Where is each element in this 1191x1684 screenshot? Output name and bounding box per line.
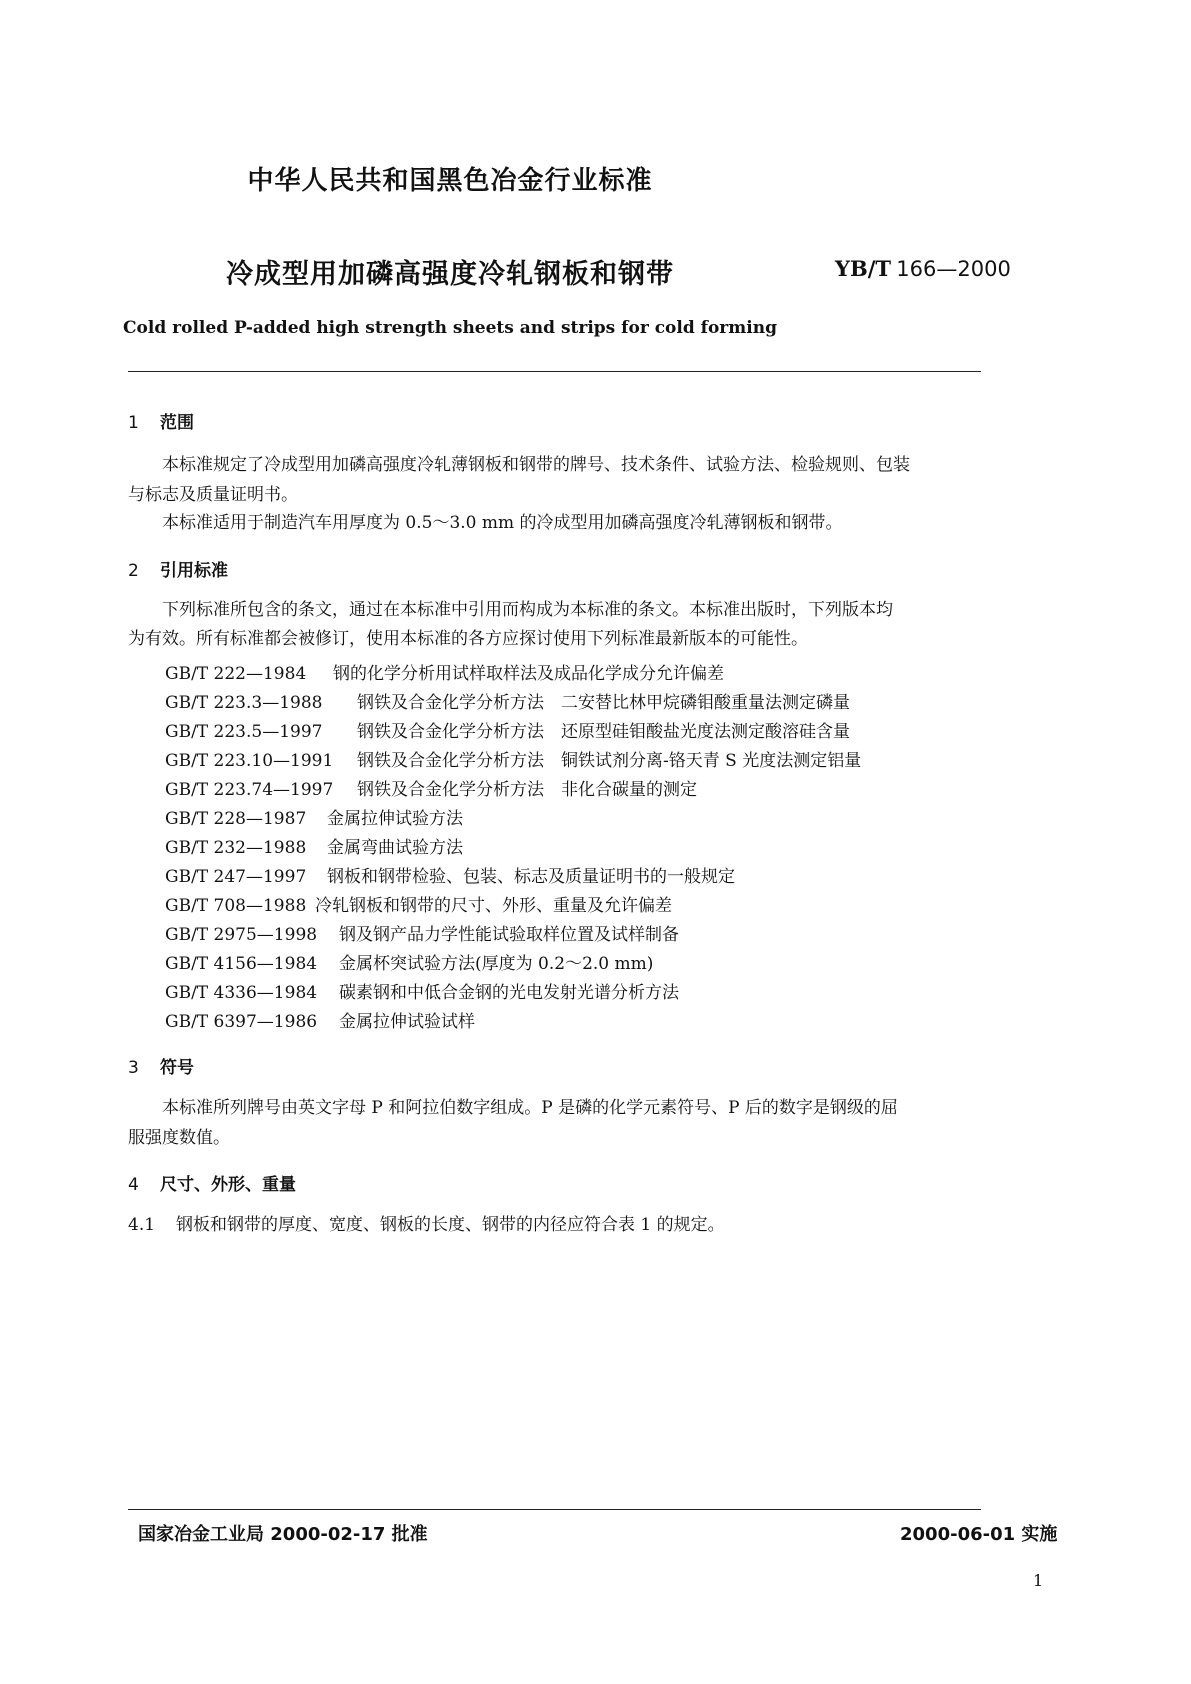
reference-code: GB/T 223.3—1988 [165,693,323,713]
section-title: 范围 [160,413,194,433]
reference-code: GB/T 4156—1984 [165,954,318,974]
section-1-para-2: 本标准适用于制造汽车用厚度为 0.5～3.0 mm 的冷成型用加磷高强度冷轧薄钢板和钢带。 [162,513,843,533]
section-3-para-line-2: 服强度数值。 [128,1128,230,1148]
reference-item [165,920,679,945]
reference-item [165,891,672,916]
reference-title: 钢及钢产品力学性能试验取样位置及试样制备 [339,925,679,945]
standard-code-prefix: YB/T [835,256,892,281]
reference-code: GB/T 223.10—1991 [165,751,334,771]
reference-item [165,775,697,800]
reference-code: GB/T 228—1987 [165,809,307,829]
section-number: 2 [128,561,139,581]
section-title: 引用标准 [160,561,228,581]
reference-code: GB/T 708—1988 [165,896,307,916]
reference-code: GB/T 2975—1998 [165,925,318,945]
reference-item [165,949,653,974]
standard-category-title: 中华人民共和国黑色冶金行业标准 [247,166,653,196]
reference-item [165,833,463,858]
section-3-para-line-1: 本标准所列牌号由英文字母 P 和阿拉伯数字组成。P 是磷的化学元素符号、P 后的数字是钢级的屈 [162,1098,898,1118]
reference-title: 金属弯曲试验方法 [327,838,463,858]
section-number: 4 [128,1175,139,1195]
reference-item [165,862,735,887]
section-4-heading [128,1170,296,1195]
reference-title: 金属杯突试验方法(厚度为 0.2～2.0 mm) [339,954,654,974]
reference-code: GB/T 247—1997 [165,867,307,887]
reference-title: 金属拉伸试验试样 [339,1012,475,1032]
document-title-chinese: 冷成型用加磷高强度冷轧钢板和钢带 [226,259,674,290]
reference-item [165,688,850,713]
section-title: 符号 [160,1058,194,1078]
section-2-para-line-1: 下列标准所包含的条文，通过在本标准中引用而构成为本标准的条文。本标准出版时，下列版本均 [162,600,893,620]
reference-code: GB/T 232—1988 [165,838,307,858]
section-number: 1 [128,413,139,433]
reference-item [165,717,850,742]
approval-date: 国家冶金工业局 2000-02-17 批准 [138,1524,428,1545]
section-title: 尺寸、外形、重量 [160,1175,296,1195]
reference-title: 钢铁及合金化学分析方法 非化合碳量的测定 [357,780,697,800]
reference-code: GB/T 222—1984 [165,664,307,684]
section-1-para-1-line-2: 与标志及质量证明书。 [128,485,298,505]
reference-item [165,978,679,1003]
reference-title: 碳素钢和中低合金钢的光电发射光谱分析方法 [339,983,679,1003]
section-2-heading [128,556,228,581]
footer-divider [128,1509,981,1510]
reference-title: 钢板和钢带检验、包装、标志及质量证明书的一般规定 [327,867,735,887]
section-2-para-line-2: 为有效。所有标准都会被修订，使用本标准的各方应探讨使用下列标准最新版本的可能性。 [128,629,808,649]
section-1-heading [128,408,194,433]
reference-title: 钢铁及合金化学分析方法 铜铁试剂分离-铬天青 S 光度法测定铝量 [357,751,862,771]
reference-item [165,804,463,829]
clause-number: 4.1 [128,1215,156,1235]
header-divider [128,371,981,372]
section-1-para-1-line-1: 本标准规定了冷成型用加磷高强度冷轧薄钢板和钢带的牌号、技术条件、试验方法、检验规则、包装 [162,455,910,475]
reference-title: 金属拉伸试验方法 [327,809,463,829]
reference-title: 钢铁及合金化学分析方法 二安替比林甲烷磷钼酸重量法测定磷量 [357,693,850,713]
reference-title: 钢铁及合金化学分析方法 还原型硅钼酸盐光度法测定酸溶硅含量 [357,722,850,742]
section-number: 3 [128,1058,139,1078]
effective-date: 2000-06-01 实施 [900,1524,1058,1545]
reference-code: GB/T 4336—1984 [165,983,318,1003]
reference-item [165,659,724,684]
reference-title: 冷轧钢板和钢带的尺寸、外形、重量及允许偏差 [315,896,672,916]
clause-text: 钢板和钢带的厚度、宽度、钢板的长度、钢带的内径应符合表 1 的规定。 [176,1215,725,1235]
reference-code: GB/T 6397—1986 [165,1012,318,1032]
document-title-english: Cold rolled P-added high strength sheets and strips for cold forming [123,318,777,338]
reference-item [165,1007,475,1032]
reference-code: GB/T 223.5—1997 [165,722,323,742]
page-number: 1 [1033,1571,1044,1590]
section-3-heading [128,1053,194,1078]
reference-item [165,746,861,771]
standard-code [835,256,1011,282]
reference-code: GB/T 223.74—1997 [165,780,334,800]
clause-4-1 [128,1210,725,1240]
reference-title: 钢的化学分析用试样取样法及成品化学成分允许偏差 [333,664,724,684]
standard-code-number: 166—2000 [896,257,1011,281]
